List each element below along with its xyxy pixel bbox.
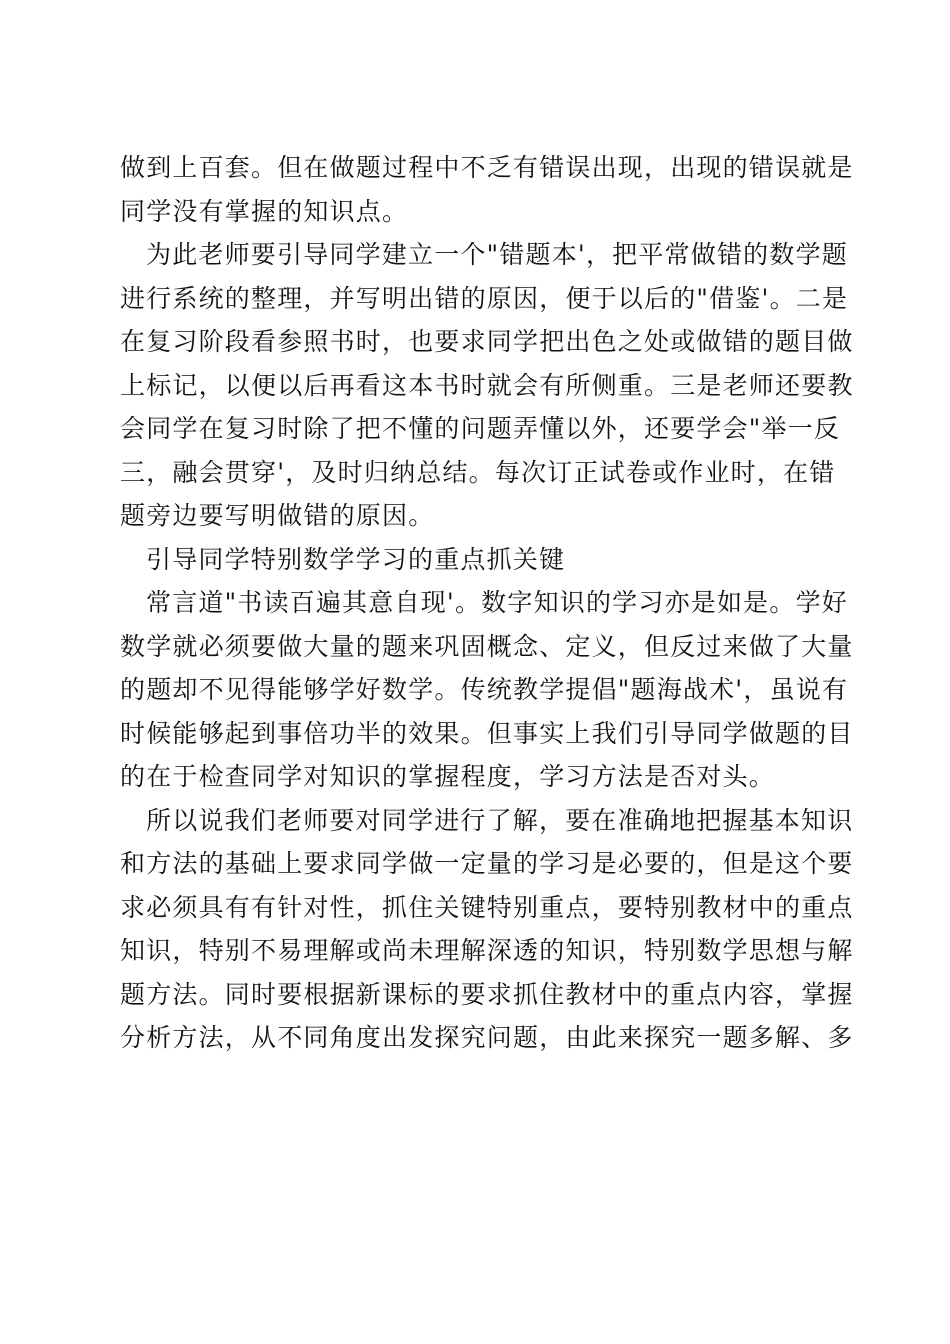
paragraph	[120, 799, 854, 1060]
document-body	[120, 146, 854, 1060]
text-line: 为此老师要引导同学建立一个"错题本'，把平常做错的数学题	[146, 240, 848, 269]
text-line: 题方法。同时要根据新课标的要求抓住教材中的重点内容，掌握	[120, 979, 854, 1009]
text-line: 引导同学特别数学学习的重点抓关键	[146, 544, 566, 574]
text-line: 的题却不见得能够学好数学。传统教学提倡"题海战术'，虽说有	[120, 675, 849, 704]
text-line: 做到上百套。但在做题过程中不乏有错误出现，出现的错误就是	[120, 153, 854, 182]
paragraph	[120, 233, 854, 538]
paragraph	[120, 581, 854, 799]
text-line: 所以说我们老师要对同学进行了解，要在准确地把握基本知识	[146, 805, 854, 835]
paragraph	[120, 146, 854, 233]
text-line: 进行系统的整理，并写明出错的原因，便于以后的"借鉴'。二是	[120, 283, 849, 313]
text-line: 知识，特别不易理解或尚未理解深透的知识，特别数学思想与解	[120, 936, 854, 965]
text-line: 在复习阶段看参照书时，也要求同学把出色之处或做错的题目做	[120, 327, 854, 356]
text-line: 会同学在复习时除了把不懂的问题弄懂以外，还要学会"举一反	[120, 414, 841, 443]
text-line: 数学就必须要做大量的题来巩固概念、定义，但反过来做了大量	[120, 631, 854, 661]
text-line: 时候能够起到事倍功半的效果。但事实上我们引导同学做题的目	[120, 718, 854, 748]
text-line: 上标记，以便以后再看这本书时就会有所侧重。三是老师还要教	[120, 370, 854, 400]
text-line: 题旁边要写明做错的原因。	[120, 501, 435, 530]
text-line: 和方法的基础上要求同学做一定量的学习是必要的，但是这个要	[120, 849, 854, 878]
section-heading	[120, 538, 834, 582]
text-line: 分析方法，从不同角度出发探究问题，由此来探究一题多解、多	[120, 1023, 854, 1052]
text-line: 求必须具有有针对性，抓住关键特别重点，要特别教材中的重点	[120, 892, 854, 922]
text-line: 常言道"书读百遍其意自现'。数字知识的学习亦是如是。学好	[146, 588, 848, 617]
text-line: 三，融会贯穿'，及时归纳总结。每次订正试卷或作业时，在错	[120, 457, 836, 487]
text-line: 的在于检查同学对知识的掌握程度，学习方法是否对头。	[120, 762, 776, 791]
text-line: 同学没有掌握的知识点。	[120, 196, 409, 226]
